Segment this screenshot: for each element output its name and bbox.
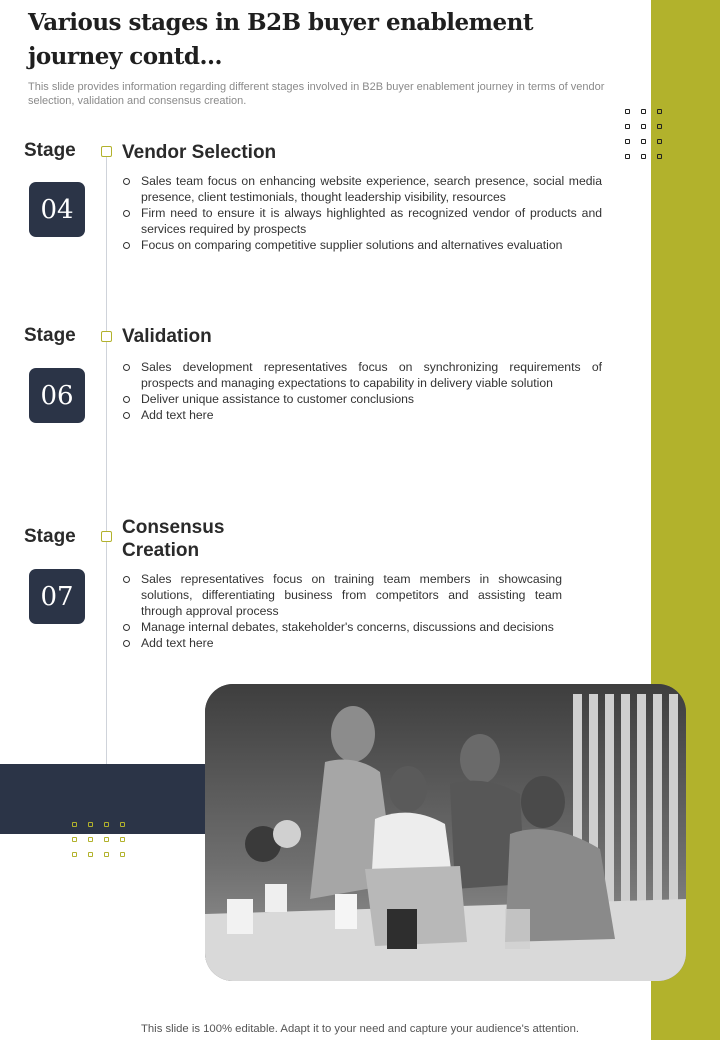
team-meeting-photo	[205, 684, 686, 981]
stage-label: Stage	[24, 526, 76, 547]
footer-note: This slide is 100% editable. Adapt it to your need and capture your audience's attention.	[141, 1023, 579, 1035]
list-item: Deliver unique assistance to customer conclusions	[122, 391, 602, 407]
list-item: Add text here	[122, 407, 602, 423]
list-item: Focus on comparing competitive supplier solutions and alternatives evaluation	[122, 237, 602, 253]
timeline-marker	[101, 331, 112, 342]
page-subtitle: This slide provides information regarding different stages involved in B2B buyer enablement journey in terms of vendor selection, validation and consensus creation.	[28, 81, 605, 107]
list-item: Sales development representatives focus on synchronizing requirements of prospects and managing expectations to capability in delivery viable solution	[122, 359, 602, 391]
list-item: Add text here	[122, 635, 562, 651]
decorative-dot-grid-bottom	[72, 822, 126, 857]
timeline-marker	[101, 531, 112, 542]
stage-heading: Validation	[122, 326, 212, 347]
list-item: Sales team focus on enhancing website experience, search presence, social media presence, client testimonials, thought leadership visibility, resources	[122, 173, 602, 205]
stage-number-badge: 07	[29, 569, 85, 624]
timeline-marker	[101, 146, 112, 157]
timeline-line	[106, 150, 107, 765]
page-title: Various stages in B2B buyer enablement journey contd...	[28, 9, 533, 70]
stage-heading: Consensus Creation	[122, 517, 225, 561]
list-item: Manage internal debates, stakeholder's concerns, discussions and decisions	[122, 619, 621, 635]
list-item: Firm need to ensure it is always highlighted as recognized vendor of products and services required by prospects	[122, 205, 602, 237]
stage-bullet-list	[122, 359, 602, 423]
stage-label: Stage	[24, 325, 76, 346]
decorative-dot-grid-top	[625, 109, 663, 159]
stage-heading: Vendor Selection	[122, 142, 277, 163]
list-item: Sales representatives focus on training team members in showcasing solutions, differentiating business from competitors and assisting team through approval process	[122, 571, 562, 619]
stage-label: Stage	[24, 140, 76, 161]
stage-number-badge: 04	[29, 182, 85, 237]
stage-number-badge: 06	[29, 368, 85, 423]
stage-bullet-list	[122, 571, 562, 651]
stage-bullet-list	[122, 173, 602, 253]
